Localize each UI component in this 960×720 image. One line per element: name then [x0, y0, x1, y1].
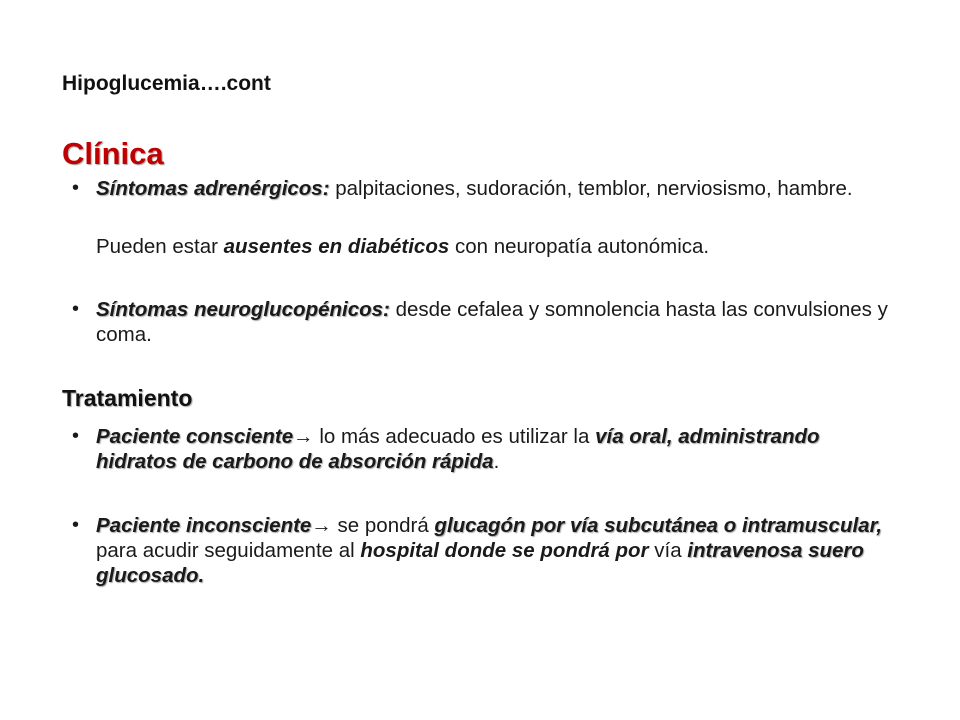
slide-title: Hipoglucemia….cont [62, 72, 271, 95]
unconscious-text3: vía [648, 539, 688, 562]
bullet-unconscious-patient [72, 513, 902, 588]
bullet-adrenergic-symptoms [72, 176, 902, 201]
bullet-dot: • [72, 514, 80, 536]
conscious-text: lo más adecuado es utilizar la [313, 425, 596, 448]
note-post: con neuropatía autonómica. [449, 235, 710, 258]
bullet-text [96, 176, 902, 201]
arrow-icon: → [293, 425, 314, 448]
bullet-dot: • [72, 425, 80, 447]
bullet-dot: • [72, 298, 80, 320]
adrenergic-description: palpitaciones, sudoración, temblor, nerviosismo, hambre. [329, 177, 853, 200]
bullet-conscious-patient [72, 424, 902, 474]
bullet-text [96, 513, 902, 588]
arrow-icon: → [311, 514, 332, 537]
note-pre: Pueden estar [96, 235, 224, 258]
bullet-text [96, 424, 902, 474]
unconscious-text2: para acudir seguidamente al [96, 539, 361, 562]
bullet-text [96, 297, 902, 347]
iv-glucose-emphasis: intravenosa suero glucosado. [96, 539, 864, 587]
conscious-emphasis: vía oral, administrando hidratos de carbono de absorción rápida [96, 425, 820, 473]
bullet-neuroglycopenic-symptoms [72, 297, 902, 347]
clinica-heading: Clínica [62, 136, 164, 171]
bullet-dot: • [72, 177, 80, 199]
neuroglycopenic-description: desde cefalea y somnolencia hasta las convulsiones y coma. [96, 298, 888, 346]
diabetic-note [96, 234, 709, 259]
unconscious-text: se pondrá [331, 514, 435, 537]
term-adrenergic: Síntomas adrenérgicos: [96, 177, 330, 200]
term-unconscious: Paciente inconsciente [96, 514, 312, 537]
note-emphasis: ausentes en diabéticos [223, 235, 450, 258]
hospital-emphasis: hospital donde se pondrá por [360, 539, 649, 562]
term-neuroglycopenic: Síntomas neuroglucopénicos: [96, 298, 390, 321]
glucagon-emphasis: glucagón por vía subcutánea o intramuscular, [434, 514, 883, 537]
conscious-end: . [493, 450, 500, 473]
term-conscious: Paciente consciente [96, 425, 294, 448]
tratamiento-heading: Tratamiento [62, 385, 193, 411]
